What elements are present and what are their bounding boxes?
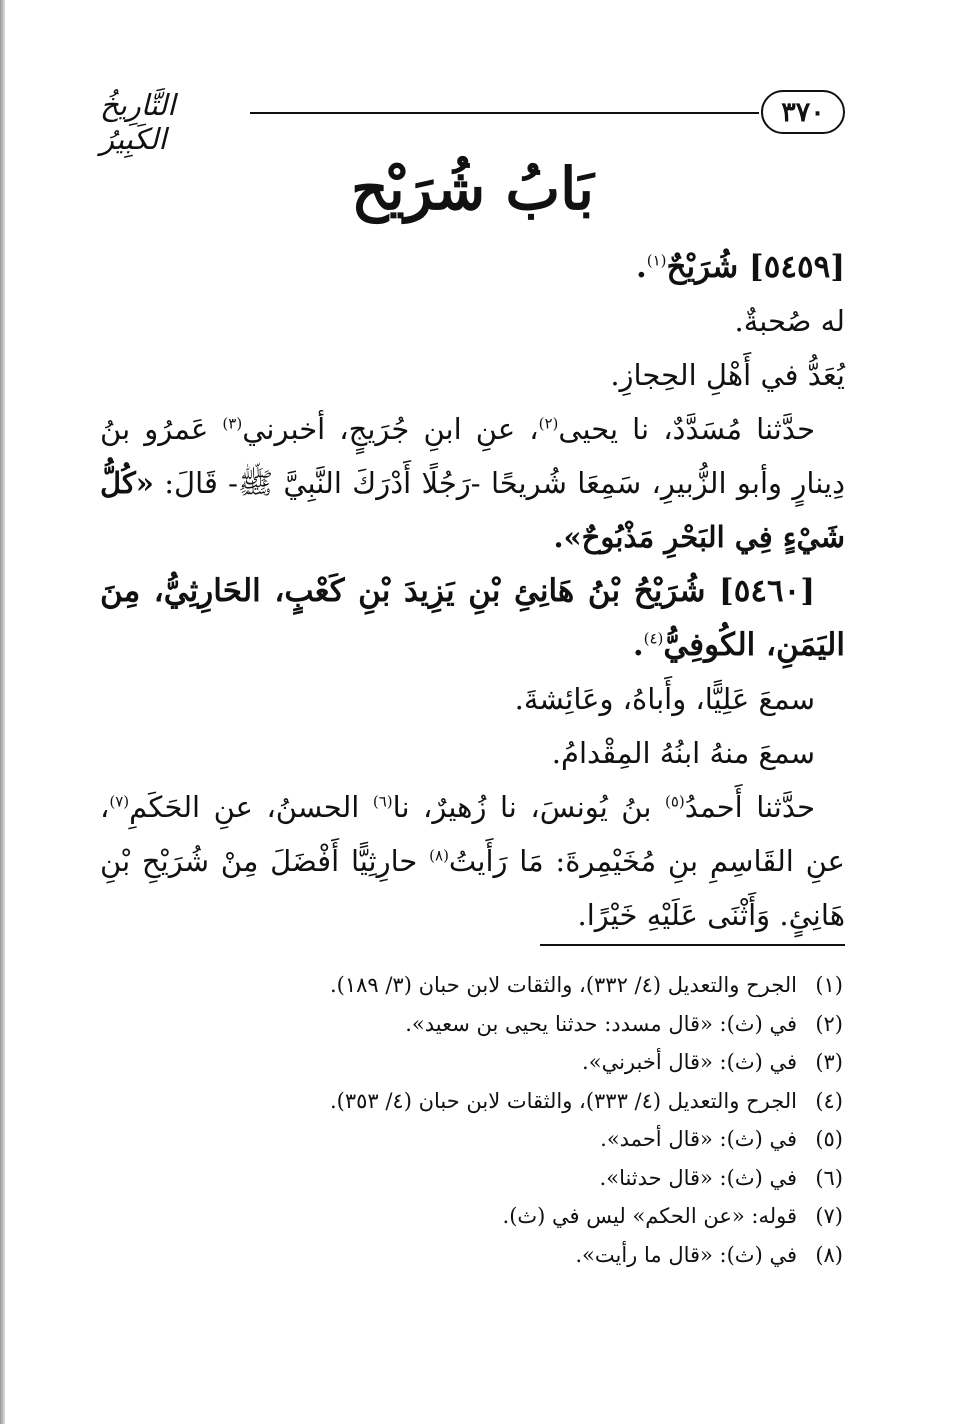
page-number-badge <box>761 90 845 134</box>
footnote-text: في (ث): «قال ما رأيت». <box>575 1242 797 1267</box>
entry-number: [٥٤٥٩] <box>749 249 845 285</box>
footnote-text: قوله: «عن الحكم» ليس في (ث). <box>502 1204 797 1228</box>
footnote-number: (٦) <box>815 1165 843 1190</box>
entry-line: يُعَدُّ في أَهْلِ الحِجازِ. <box>610 358 845 392</box>
scan-page-edge <box>0 0 5 1424</box>
entry-name: شُرَيْحُ بْنُ هَانِئِ بْنِ يَزِيدَ بْنِ كَعْبٍ، الحَارِثِيُّ، مِنَ اليَمَنِ، الكُوفِيُّ <box>100 573 845 663</box>
entry-name: شُرَيْحٌ <box>666 249 739 285</box>
footnote-text: الجرح والتعديل (٤/ ٣٣٣)، والثقات لابن حبان (٤/ ٣٥٣). <box>329 1088 797 1113</box>
footnote-number: (١) <box>815 973 843 997</box>
entry-end: . <box>632 627 644 663</box>
footnote-ref: (٧) <box>109 792 130 811</box>
isnad-text: عَمرُو بنُ دِينارٍ وأبو الزُّبيرِ، سَمِعَا شُريحًا -رَجُلًا أَدْرَكَ النَّبِيَّ ﷺ- قَالَ: <box>100 412 845 500</box>
running-header <box>100 80 845 156</box>
footnote-ref: (٤) <box>643 629 664 648</box>
entry-line: سمعَ منهُ ابنُهُ المِقْدامُ. <box>551 736 815 770</box>
footnote-item <box>100 1005 845 1044</box>
footnote-ref: (٨) <box>429 846 449 865</box>
isnad-text: حدَّثنا مُسَدَّدٌ، نا يحيى <box>558 412 815 446</box>
footnote-number: (٥) <box>815 1127 843 1151</box>
book-title: التَّارِيخُ الكَبِيرُ <box>100 88 176 156</box>
footnote-item <box>100 1197 845 1236</box>
book-page <box>100 80 845 1380</box>
footnote-ref: (٣) <box>222 414 243 433</box>
isnad-text: بنُ يُونسَ، نا زُهيرٌ، نا <box>392 790 665 824</box>
footnote-number: (٧) <box>815 1204 843 1228</box>
entry-heading-5460 <box>100 564 845 672</box>
isnad-text: حدَّثنا أَحمدُ <box>684 790 816 824</box>
isnad-paragraph <box>100 780 845 942</box>
footnote-item <box>100 1120 845 1159</box>
entry-line: له صُحبةٌ. <box>734 304 845 338</box>
footnote-number: (٤) <box>815 1088 843 1113</box>
entry-end: . <box>635 249 647 285</box>
footnote-ref: (٦) <box>372 792 393 811</box>
footnote-item <box>100 1236 845 1275</box>
footnote-separator <box>540 944 845 946</box>
footnote-text: الجرح والتعديل (٤/ ٣٣٢)، والثقات لابن حبان (٣/ ١٨٩). <box>329 973 797 997</box>
footnote-text: في (ث): «قال حدثنا». <box>599 1165 797 1190</box>
footnote-text: في (ث): «قال مسدد: حدثنا يحيى بن سعيد». <box>405 1011 797 1036</box>
footnote-item <box>100 1159 845 1198</box>
footnotes <box>100 966 845 1274</box>
footnote-text: في (ث): «قال أحمد». <box>600 1127 797 1151</box>
footnote-item <box>100 1082 845 1121</box>
isnad-text: ، عنِ ابنِ جُرَيجٍ، أخبرني <box>242 412 539 446</box>
entry-line: سمعَ عَلِيًّا، وأَباهُ، وعَائِشةَ. <box>514 682 815 716</box>
entry-heading-5459 <box>100 240 845 294</box>
isnad-paragraph <box>100 402 845 564</box>
isnad-text: حارِثِيًّا أَفْضَلَ مِنْ شُرَيْحِ بْنِ هَانِئٍ. وَأَثْنَى عَلَيْهِ خَيْرًا. <box>100 844 845 932</box>
header-rule <box>250 112 759 114</box>
isnad-text: الحسنُ، عنِ الحَكَمِ <box>129 790 373 824</box>
footnote-item <box>100 966 845 1005</box>
footnote-ref: (١) <box>646 251 667 270</box>
footnote-number: (٢) <box>815 1011 843 1036</box>
footnote-number: (٣) <box>815 1050 843 1074</box>
chapter-title: بَابُ شُرَيْح <box>351 155 594 223</box>
footnote-number: (٨) <box>815 1242 843 1267</box>
page-number: ٣٧٠ <box>781 96 825 128</box>
footnote-item <box>100 1043 845 1082</box>
footnote-ref: (٢) <box>538 414 559 433</box>
isnad-text: ، عنِ القَاسِمِ بنِ مُخَيْمِرةَ: مَا رَأَيتُ <box>100 790 845 878</box>
entry-number: [٥٤٦٠] <box>719 573 815 609</box>
hadith-quote: «كُلُّ شَيْءٍ فِي البَحْرِ مَذْبُوحٌ». <box>100 466 845 554</box>
footnote-ref: (٥) <box>664 792 685 811</box>
main-text <box>100 240 845 942</box>
footnote-text: في (ث): «قال أخبرني». <box>582 1050 797 1074</box>
